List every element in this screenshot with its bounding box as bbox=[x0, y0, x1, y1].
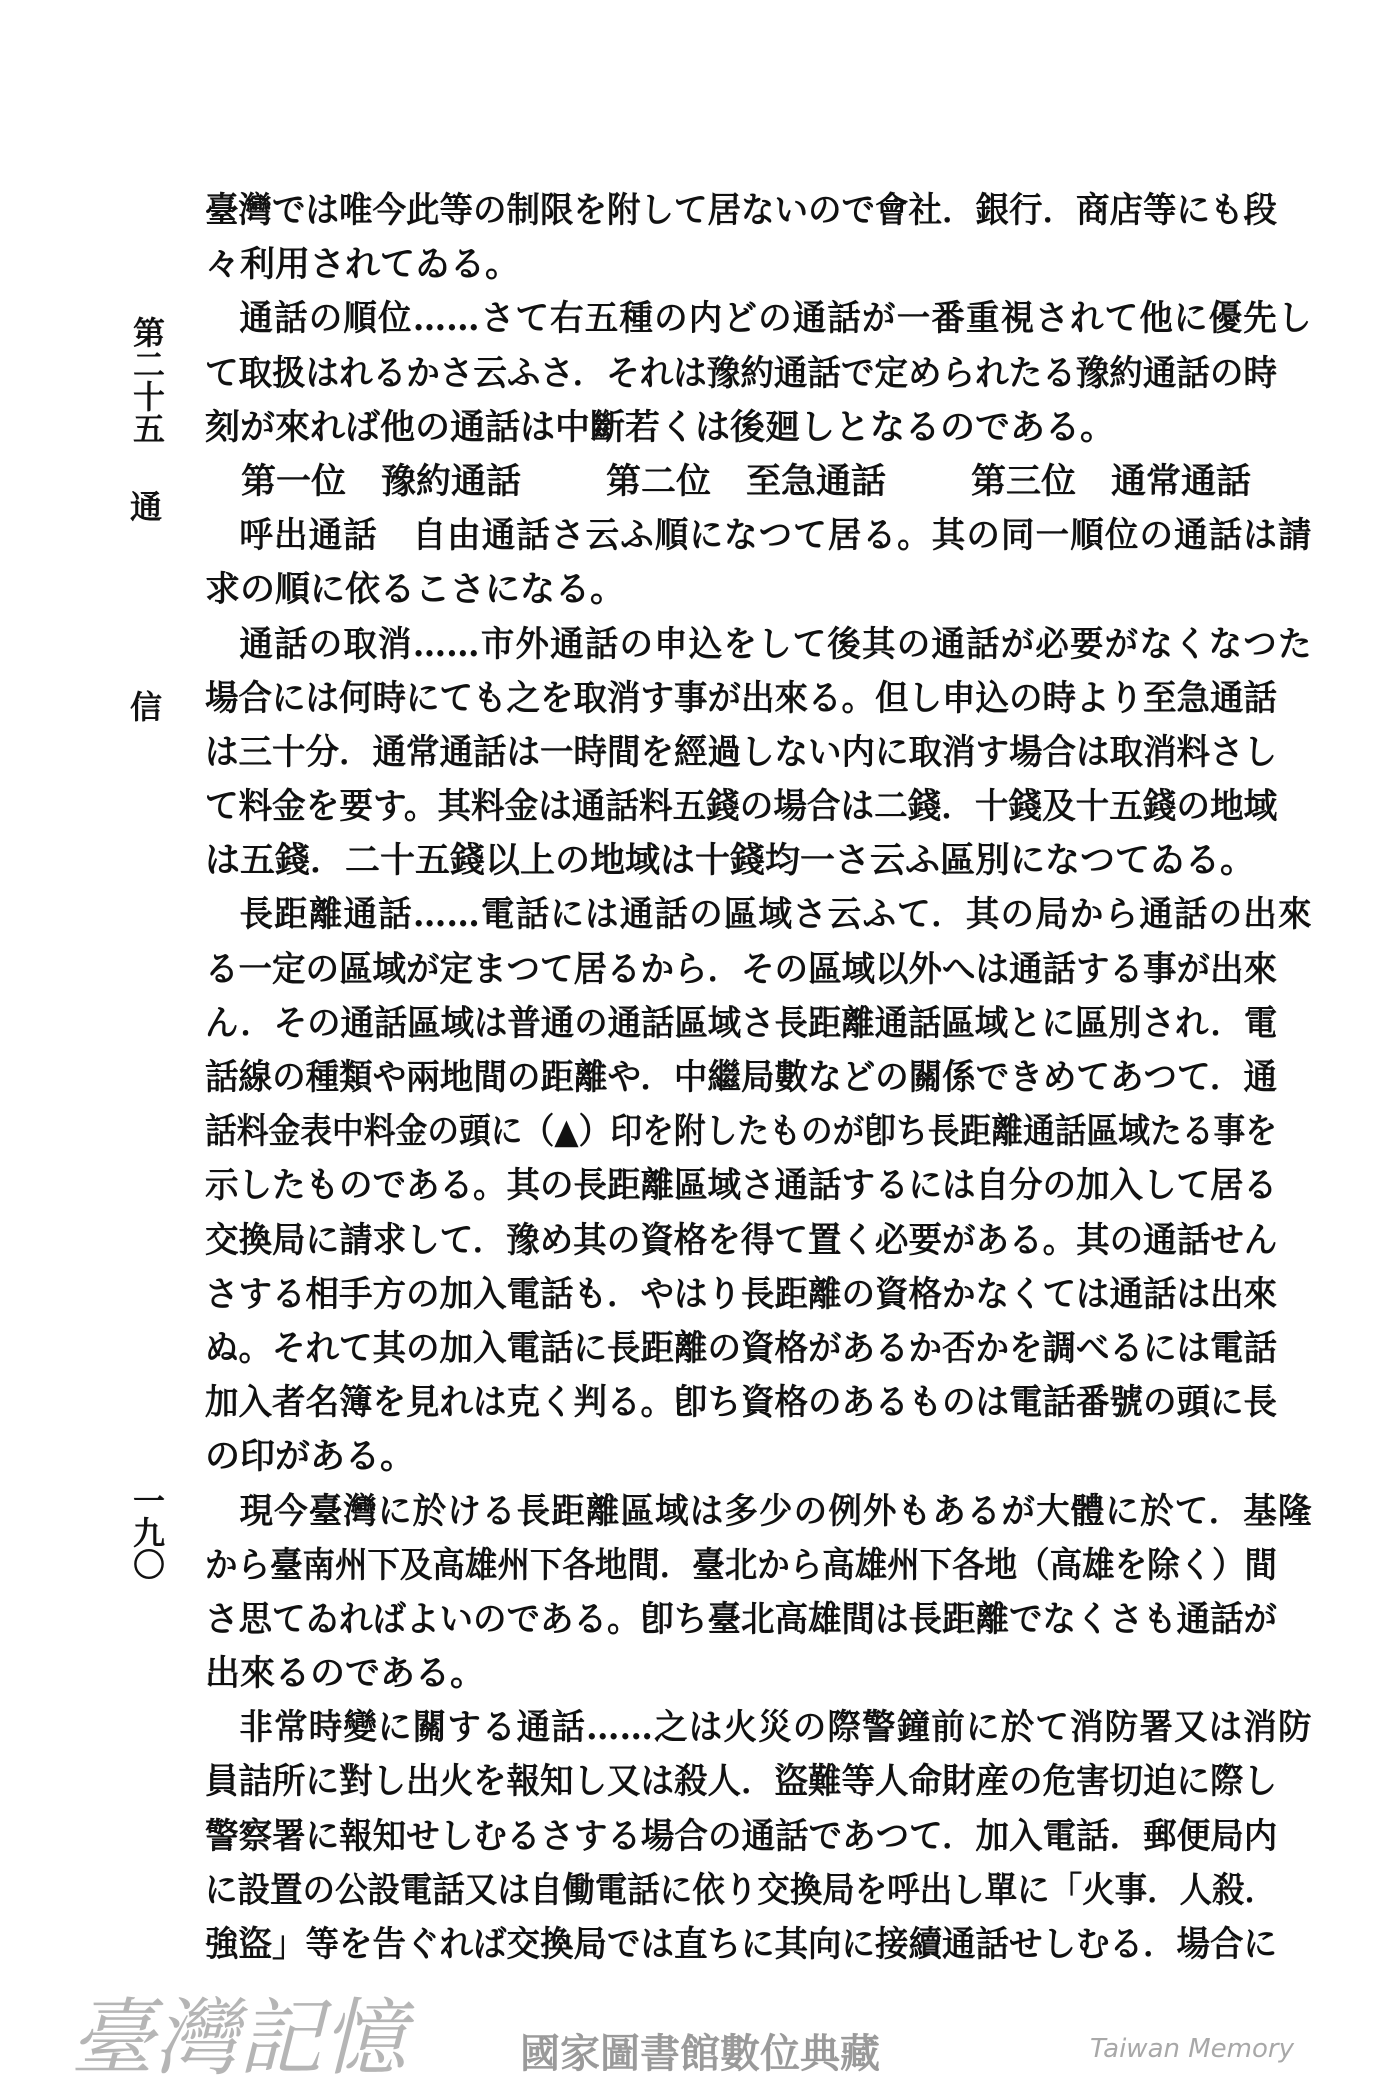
text-line: 通話の取消……市外通話の申込をして後其の通話が必要がなくなつた bbox=[239, 623, 1312, 665]
text-line: さ思てゐればよいのである。卽ち臺北高雄間は長距離でなくさも通話が bbox=[205, 1598, 1278, 1640]
text-line: 話線の種類や兩地間の距離や．中繼局數などの關係できめてあつて．通 bbox=[205, 1057, 1277, 1098]
text-line: 加入者名簿を見れは克く判る。卽ち資格のあるものは電話番號の頭に長 bbox=[205, 1382, 1278, 1424]
text-line: 話料金表中料金の頭に（▲）印を附したものが卽ち長距離通話區域たる事を bbox=[205, 1111, 1277, 1153]
text-line bbox=[205, 455, 1277, 509]
text-line: 交換局に請求して．豫め其の資格を得て置く必要がある。其の通話せん bbox=[205, 1219, 1278, 1261]
text-line: 員詰所に對し出火を報知し又は殺人．盜難等人命財産の危害切迫に際し bbox=[205, 1761, 1278, 1803]
text-line: 長距離通話……電話には通話の區域さ云ふて．其の局から通話の出來 bbox=[239, 894, 1312, 936]
chapter-label: 第二十五 bbox=[128, 316, 166, 444]
text-line: ぬ。それて其の加入電話に長距離の資格があるか否かを調べるには電話 bbox=[205, 1327, 1278, 1369]
text-line: 示したものである。其の長距離區域さ通話するには自分の加入して居る bbox=[205, 1165, 1278, 1207]
text-line: 場合には何時にても之を取消す事が出來る。但し申込の時より至急通話 bbox=[205, 677, 1278, 719]
watermark-subtitle: Taiwan Memory bbox=[1090, 2034, 1294, 2064]
section-label-bottom: 信 bbox=[129, 688, 162, 726]
priority-rank: 第三位 通常通話 bbox=[971, 460, 1252, 502]
text-line: 々利用されてゐる。 bbox=[205, 244, 521, 286]
text-line: 現今臺灣に於ける長距離區域は多少の例外もあるが大體に於て．基隆 bbox=[239, 1490, 1312, 1532]
text-line: 非常時變に關する通話……之は火災の際警鐘前に於て消防署又は消防 bbox=[239, 1707, 1312, 1749]
text-line: に設置の公設電話又は自働電話に依り交換局を呼出し單に「火事．人殺． bbox=[205, 1869, 1278, 1911]
text-line: さする相手方の加入電話も．やはり長距離の資格かなくては通話は出來 bbox=[205, 1273, 1278, 1315]
text-line: る一定の區域が定まつて居るから．その區域以外へは通話する事が出來 bbox=[205, 948, 1278, 990]
text-line: ん．その通話區域は普通の通話區域さ長距離通話區域とに區別され．電 bbox=[205, 1002, 1278, 1044]
page-number: 一九〇 bbox=[128, 1484, 166, 1580]
text-line: て取扱はれるかさ云ふさ．それは豫約通話で定められたる豫約通話の時 bbox=[205, 352, 1277, 394]
text-line: は三十分．通常通話は一時間を經過しない内に取消す場合は取消料さし bbox=[205, 731, 1278, 773]
watermark-logo: 臺灣記憶 bbox=[70, 1989, 407, 2087]
text-line: 求の順に依るこさになる。 bbox=[205, 569, 626, 611]
section-label-top: 通 bbox=[129, 488, 162, 526]
priority-rank: 第一位 豫約通話 bbox=[241, 460, 522, 502]
text-line: て料金を要す。其料金は通話料五錢の場合は二錢．十錢及十五錢の地域 bbox=[205, 786, 1278, 828]
text-line: から臺南州下及高雄州下各地間．臺北から高雄州下各地（高雄を除く）間 bbox=[205, 1544, 1278, 1586]
text-line: 警察署に報知せしむるさする場合の通話であつて．加入電話．郵便局内 bbox=[205, 1815, 1278, 1857]
text-line: の印がある。 bbox=[205, 1436, 416, 1478]
footer-credit: 國家圖書館數位典藏 bbox=[520, 2031, 880, 2077]
text-line: 出來るのである。 bbox=[205, 1653, 486, 1695]
text-line: は五錢．二十五錢以上の地域は十錢均一さ云ふ區別になつてゐる。 bbox=[205, 840, 1256, 882]
text-line: 呼出通話 自由通話さ云ふ順になつて居る。其の同一順位の通話は請 bbox=[239, 515, 1312, 557]
priority-rank: 第二位 至急通話 bbox=[606, 460, 887, 502]
text-line: 強盜」等を告ぐれば交換局では直ちに其向に接續通話せしむる．場合に bbox=[205, 1924, 1278, 1965]
text-line: 通話の順位……さて右五種の内どの通話が一番重視されて他に優先し bbox=[239, 298, 1312, 340]
text-line: 臺灣では唯今此等の制限を附して居ないので會社．銀行．商店等にも段 bbox=[205, 190, 1278, 231]
text-line: 刻が來れば他の通話は中斷若くは後廻しとなるのである。 bbox=[205, 406, 1116, 448]
body-text bbox=[205, 184, 1312, 1972]
